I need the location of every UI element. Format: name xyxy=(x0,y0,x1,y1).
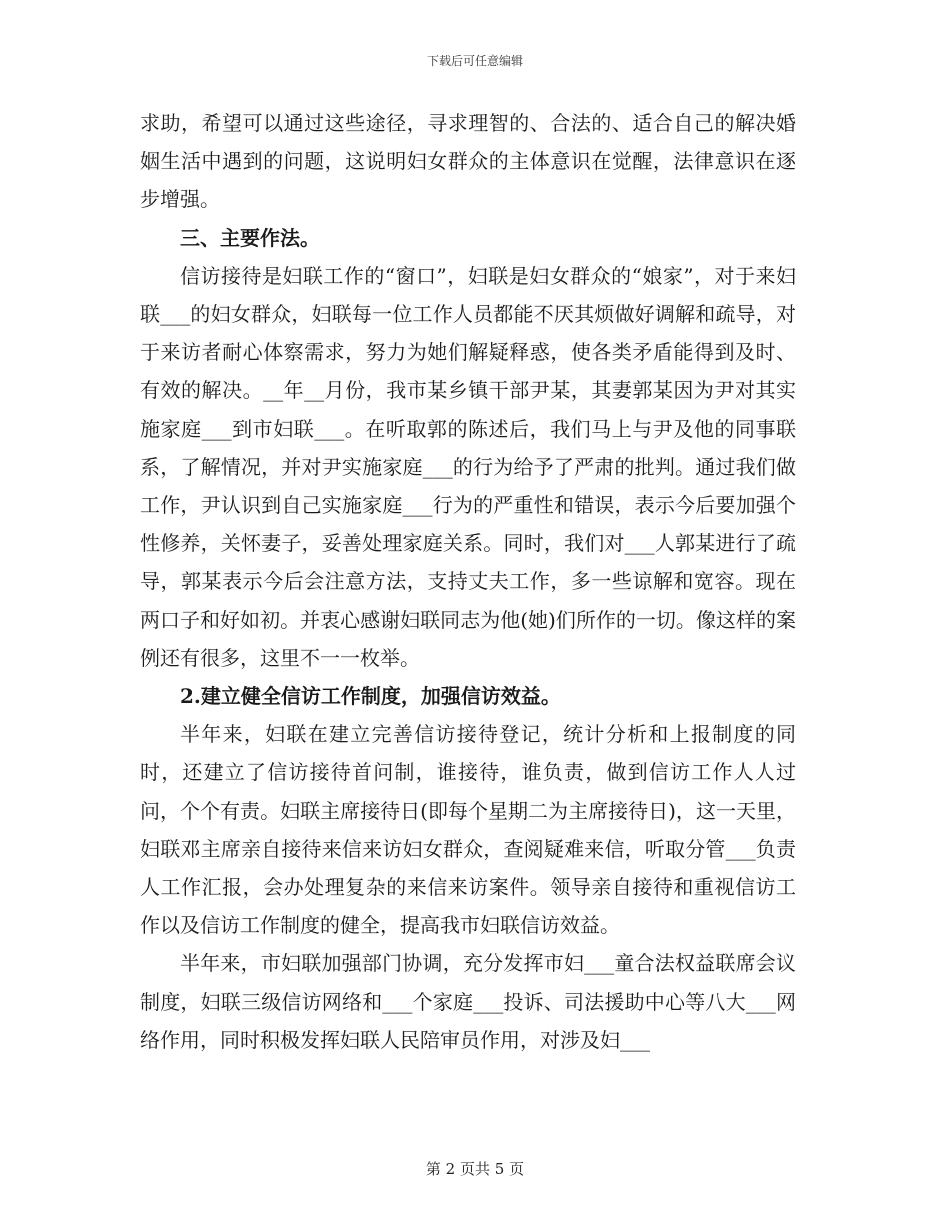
page-footer: 第 2 页共 5 页 xyxy=(425,1160,525,1178)
document-body xyxy=(140,104,796,1059)
page-header: 下载后可任意编辑 xyxy=(426,54,523,68)
paragraph-continuation: 求助，希望可以通过这些途径，寻求理智的、合法的、适合自己的解决婚姻生活中遇到的问题，这说明妇女群众的主体意识在觉醒，法律意识在逐步增强。 xyxy=(140,111,796,212)
paragraph-petition-window: 信访接待是妇联工作的“窗口”，妇联是妇女群众的“娘家”，对于来妇联___的妇女群众，妇联每一位工作人员都能不厌其烦做好调解和疏导，对于来访者耐心体察需求，努力为她们解疑释惑，使各类矛盾能得到及时、有效的解决。__年__月份，我市某乡镇干部尹某，其妻郭某因为尹对其实施家庭___到市妇联___。在听取郭的陈述后，我们马上与尹及他的同事联系，了解情况，并对尹实施家庭___的行为给予了严肃的批判。通过我们做工作，尹认识到自己实施家庭___行为的严重性和错误，表示今后要加强个性修养，关怀妻子，妥善处理家庭关系。同时，我们对___人郭某进行了疏导，郭某表示今后会注意方法，支持丈夫工作，多一些谅解和宽容。现在两口子和好如初。并衷心感谢妇联同志为他(她)们所作的一切。像这样的案例还有很多，这里不一一枚举。 xyxy=(140,263,796,670)
paragraph-coordination: 半年来，市妇联加强部门协调，充分发挥市妇___童合法权益联席会议制度，妇联三级信访网络和___个家庭___投诉、司法援助中心等八大___网络作用，同时积极发挥妇联人民陪审员作用，对涉及妇___ xyxy=(140,951,796,1052)
section-heading-petition-system: 2.建立健全信访工作制度，加强信访效益。 xyxy=(180,684,561,709)
section-heading-main-methods: 三、主要作法。 xyxy=(180,225,320,250)
paragraph-reception-system: 半年来，妇联在建立完善信访接待登记，统计分析和上报制度的同时，还建立了信访接待首问制，谁接待，谁负责，做到信访工作人人过问，个个有责。妇联主席接待日(即每个星期二为主席接待日)，这一天里，妇联邓主席亲自接待来信来访妇女群众，查阅疑难来信，听取分管___负责人工作汇报，会办处理复杂的来信来访案件。领导亲自接待和重视信访工作以及信访工作制度的健全，提高我市妇联信访效益。 xyxy=(140,722,796,938)
